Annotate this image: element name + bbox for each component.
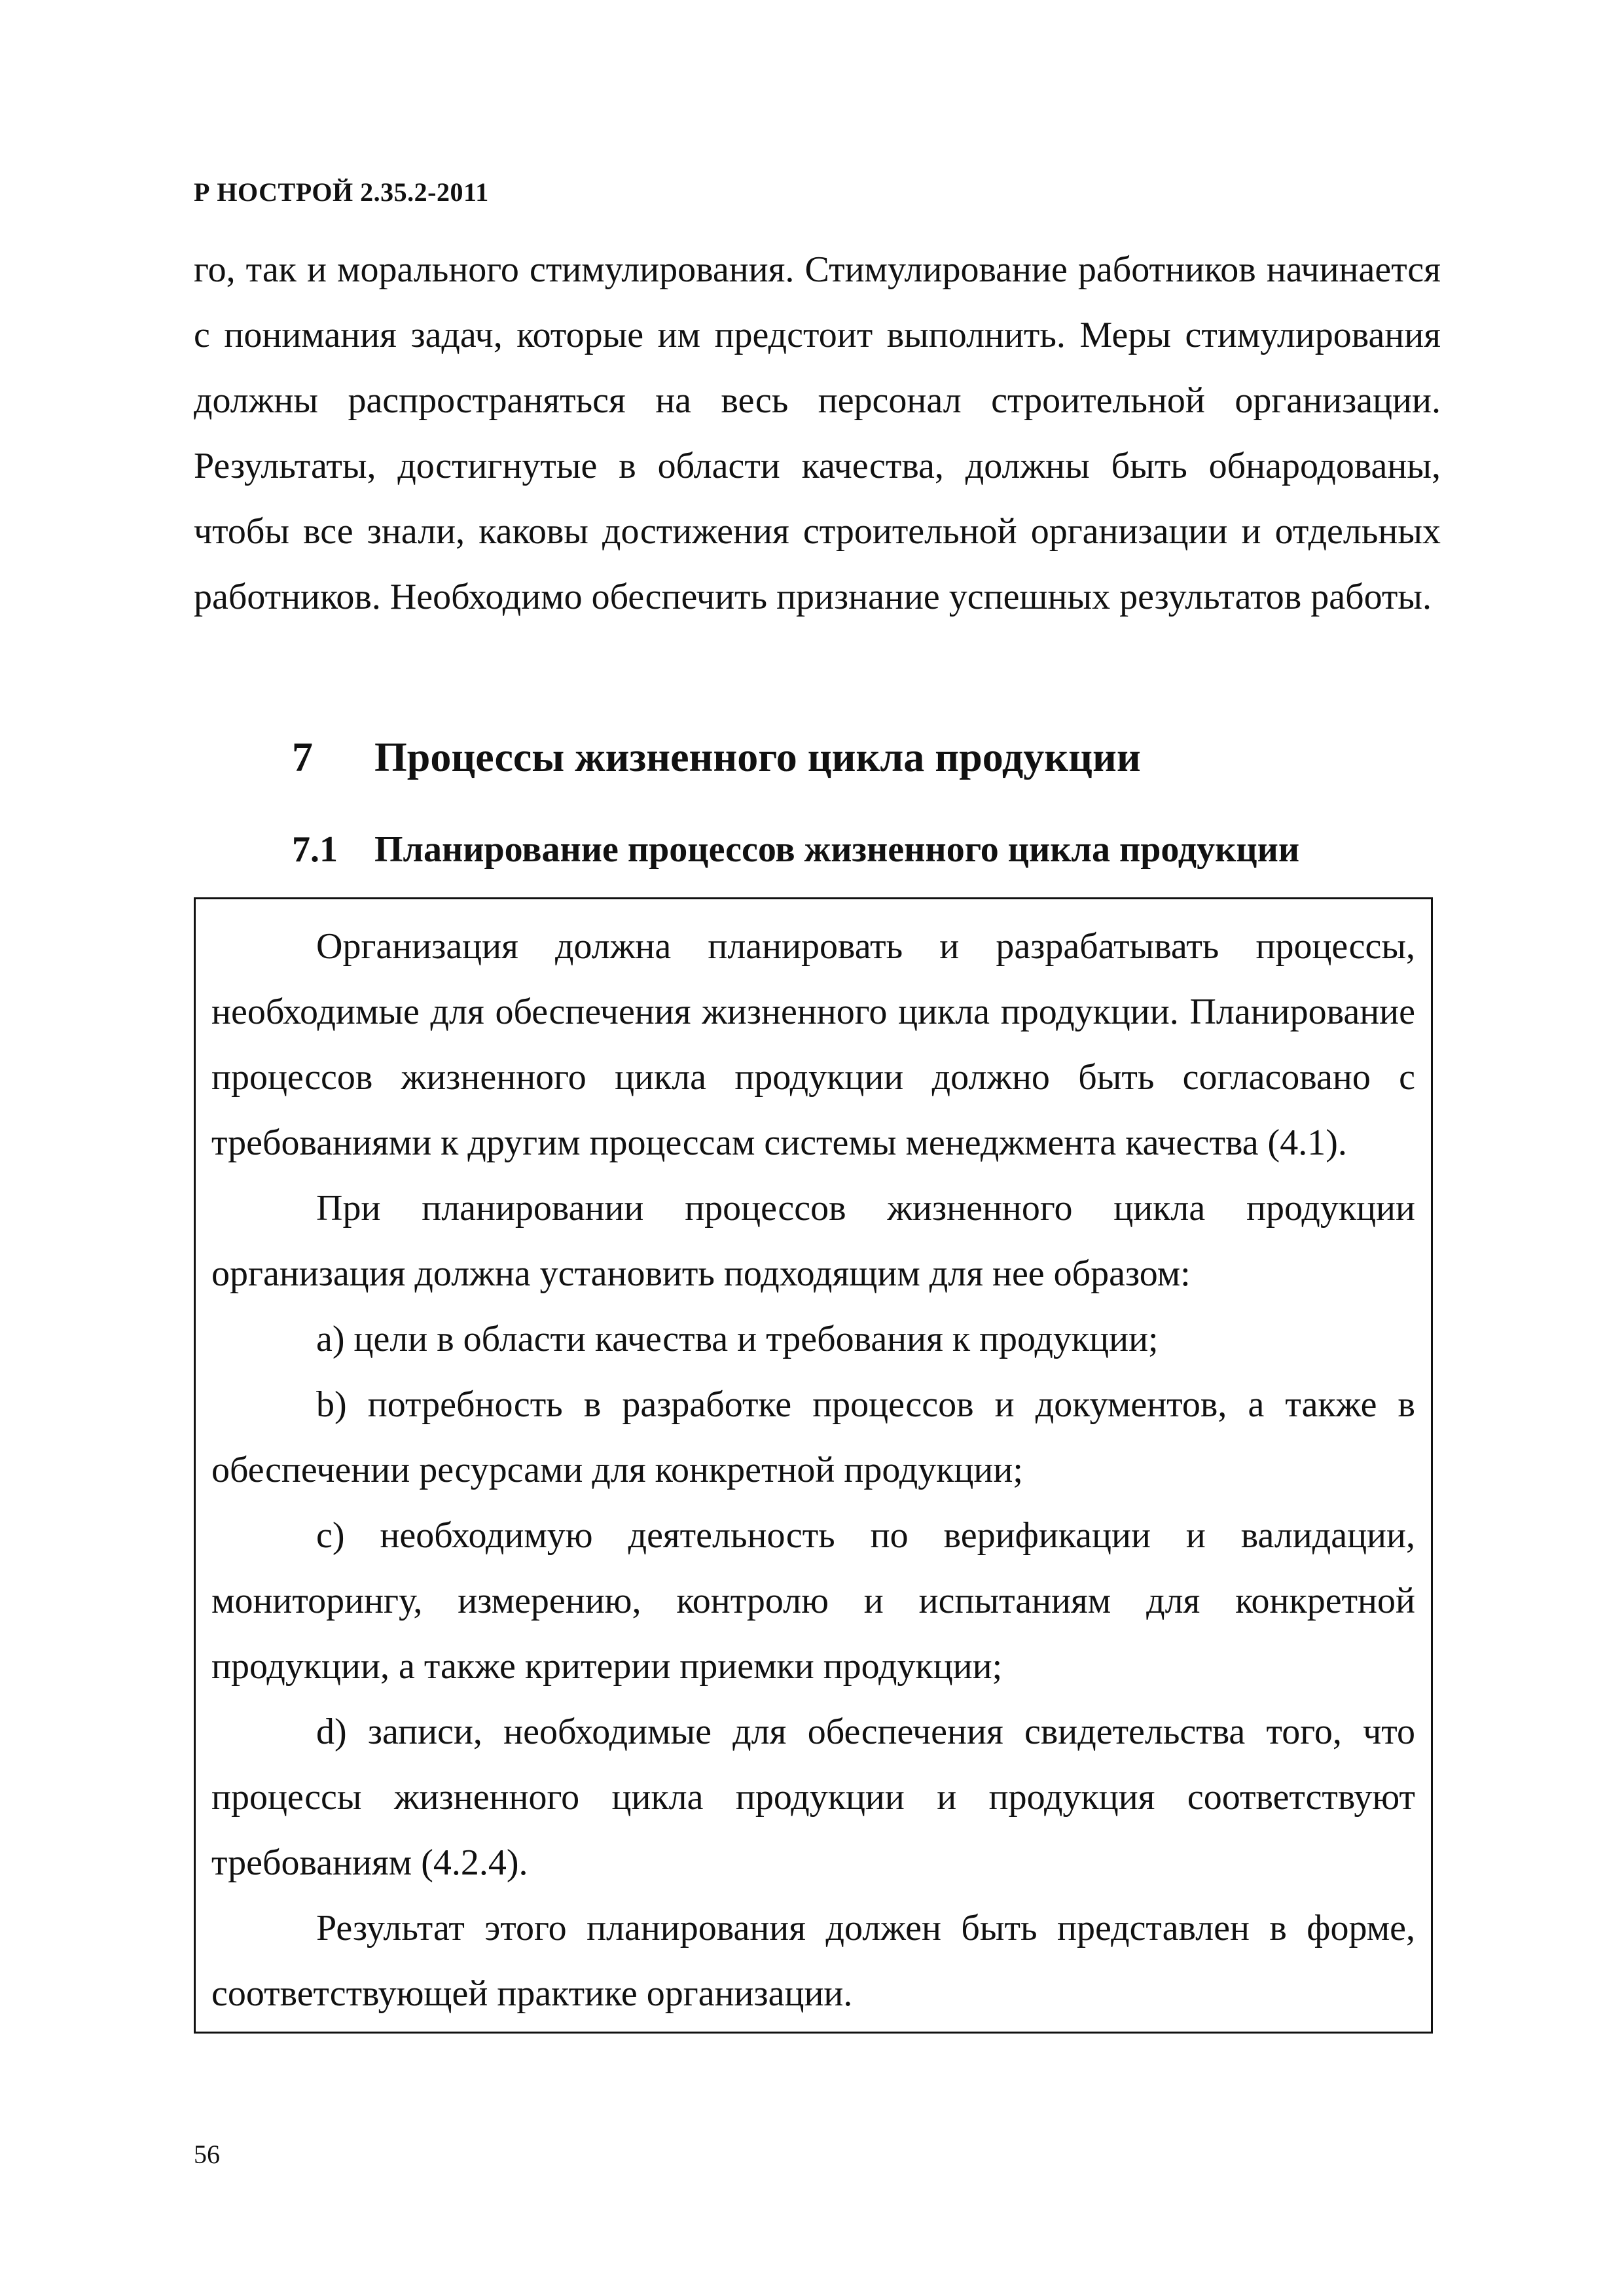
- boxed-requirement-text: [194, 897, 1433, 2034]
- section-heading: [292, 733, 1141, 781]
- section-number: 7: [292, 734, 313, 780]
- document-code-header: Р НОСТРОЙ 2.35.2-2011: [194, 177, 489, 207]
- subsection-number: 7.1: [292, 829, 338, 870]
- box-paragraph-2: При планировании процессов жизненного цикла продукции организация должна установить подходящим для нее образом:: [211, 1188, 1415, 1294]
- box-list-item-a: а) цели в области качества и требования к продукции;: [316, 1319, 1159, 1359]
- page-number: 56: [194, 2140, 220, 2169]
- box-list-item-c: с) необходимую деятельность по верификации и валидации, мониторингу, измерению, контролю и испытаниям для конкретной продукции, а также критерии приемки продукции;: [211, 1515, 1415, 1687]
- intro-paragraph: го, так и морального стимулирования. Стимулирование работников начинается с понимания задач, которые им предстоит выполнить. Меры стимулирования должны распространяться на весь персонал строительной организации. Результаты, достигнутые в области качества, должны быть обнародованы, чтобы все знали, каковы достижения строительной организации и отдельных работников. Необходимо обеспечить признание успешных результатов работы.: [194, 249, 1441, 617]
- subsection-title: Планирование процессов жизненного цикла продукции: [374, 829, 1300, 870]
- section-title: Процессы жизненного цикла продукции: [374, 734, 1141, 780]
- box-paragraph-final: Результат этого планирования должен быть представлен в форме, соответствующей практике организации.: [211, 1908, 1415, 2014]
- subsection-heading: [292, 829, 1299, 870]
- box-paragraph-1: Организация должна планировать и разрабатывать процессы, необходимые для обеспечения жизненного цикла продукции. Планирование процессов жизненного цикла продукции должно быть согласовано с требованиями к другим процессам системы менеджмента качества (4.1).: [211, 926, 1415, 1163]
- box-list-item-b: b) потребность в разработке процессов и документов, а также в обеспечении ресурсами для конкретной продукции;: [211, 1384, 1415, 1490]
- box-list-item-d: d) записи, необходимые для обеспечения свидетельства того, что процессы жизненного цикла продукции и продукция соответствуют требованиям (4.2.4).: [211, 1712, 1415, 1883]
